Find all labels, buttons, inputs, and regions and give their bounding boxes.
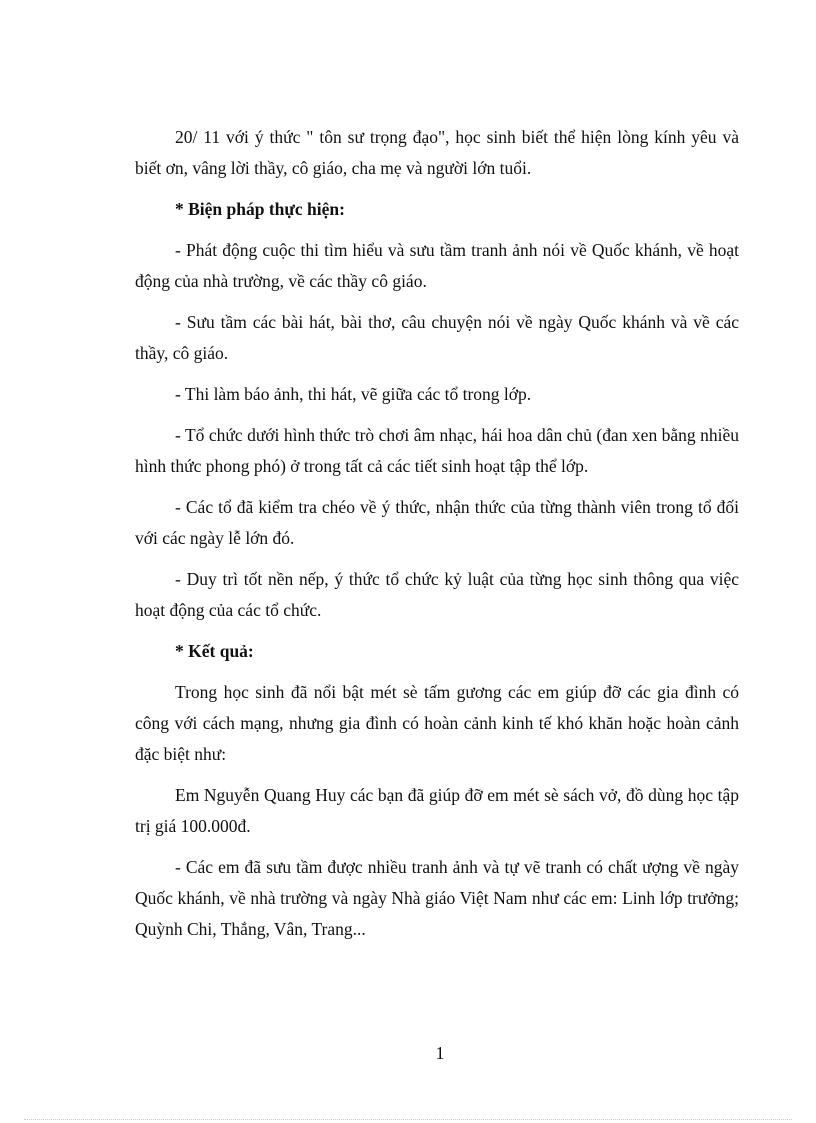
section-heading-results: * Kết quả:	[175, 641, 254, 661]
section-heading-measures: * Biện pháp thực hiện:	[175, 199, 345, 219]
list-item: - Các tổ đã kiểm tra chéo về ý thức, nhận thức của từng thành viên trong tổ đối với các ngày lễ lớn đó.	[135, 497, 739, 548]
paragraph: 20/ 11 với ý thức " tôn sư trọng đạo", học sinh biết thể hiện lòng kính yêu và biết ơn, vâng lời thầy, cô giáo, cha mẹ và người lớn tuổi.	[135, 127, 739, 178]
page-edge-divider	[24, 1119, 792, 1120]
page-number: 1	[435, 1043, 445, 1063]
page-body	[135, 122, 739, 955]
list-item: - Phát động cuộc thi tìm hiểu và sưu tầm tranh ảnh nói về Quốc khánh, về hoạt động của nhà trường, về các thầy cô giáo.	[135, 240, 739, 291]
list-item: - Sưu tầm các bài hát, bài thơ, câu chuyện nói về ngày Quốc khánh và về các thầy, cô giáo.	[135, 312, 739, 363]
list-item: - Các em đã sưu tầm được nhiều tranh ảnh và tự vẽ tranh có chất ượng về ngày Quốc khánh, về nhà trường và ngày Nhà giáo Việt Nam như các em: Linh lớp trưởng; Quỳnh Chi, Thắng, Vân, Trang...	[135, 857, 739, 939]
list-item: - Duy trì tốt nền nếp, ý thức tổ chức kỷ luật của từng học sinh thông qua việc hoạt động của các tổ chức.	[135, 569, 739, 620]
list-item: - Thi làm báo ảnh, thi hát, vẽ giữa các tổ trong lớp.	[175, 384, 532, 404]
list-item: - Tổ chức dưới hình thức trò chơi âm nhạc, hái hoa dân chủ (đan xen bằng nhiều hình thức phong phó) ở trong tất cả các tiết sinh hoạt tập thể lớp.	[135, 425, 739, 476]
paragraph: Em Nguyễn Quang Huy các bạn đã giúp đỡ em mét sè sách vở, đồ dùng học tập trị giá 100.000đ.	[135, 785, 739, 836]
paragraph: Trong học sinh đã nổi bật mét sè tấm gương các em giúp đỡ các gia đình có công với cách mạng, nhưng gia đình có hoàn cảnh kinh tế khó khăn hoặc hoàn cảnh đặc biệt như:	[135, 682, 739, 764]
